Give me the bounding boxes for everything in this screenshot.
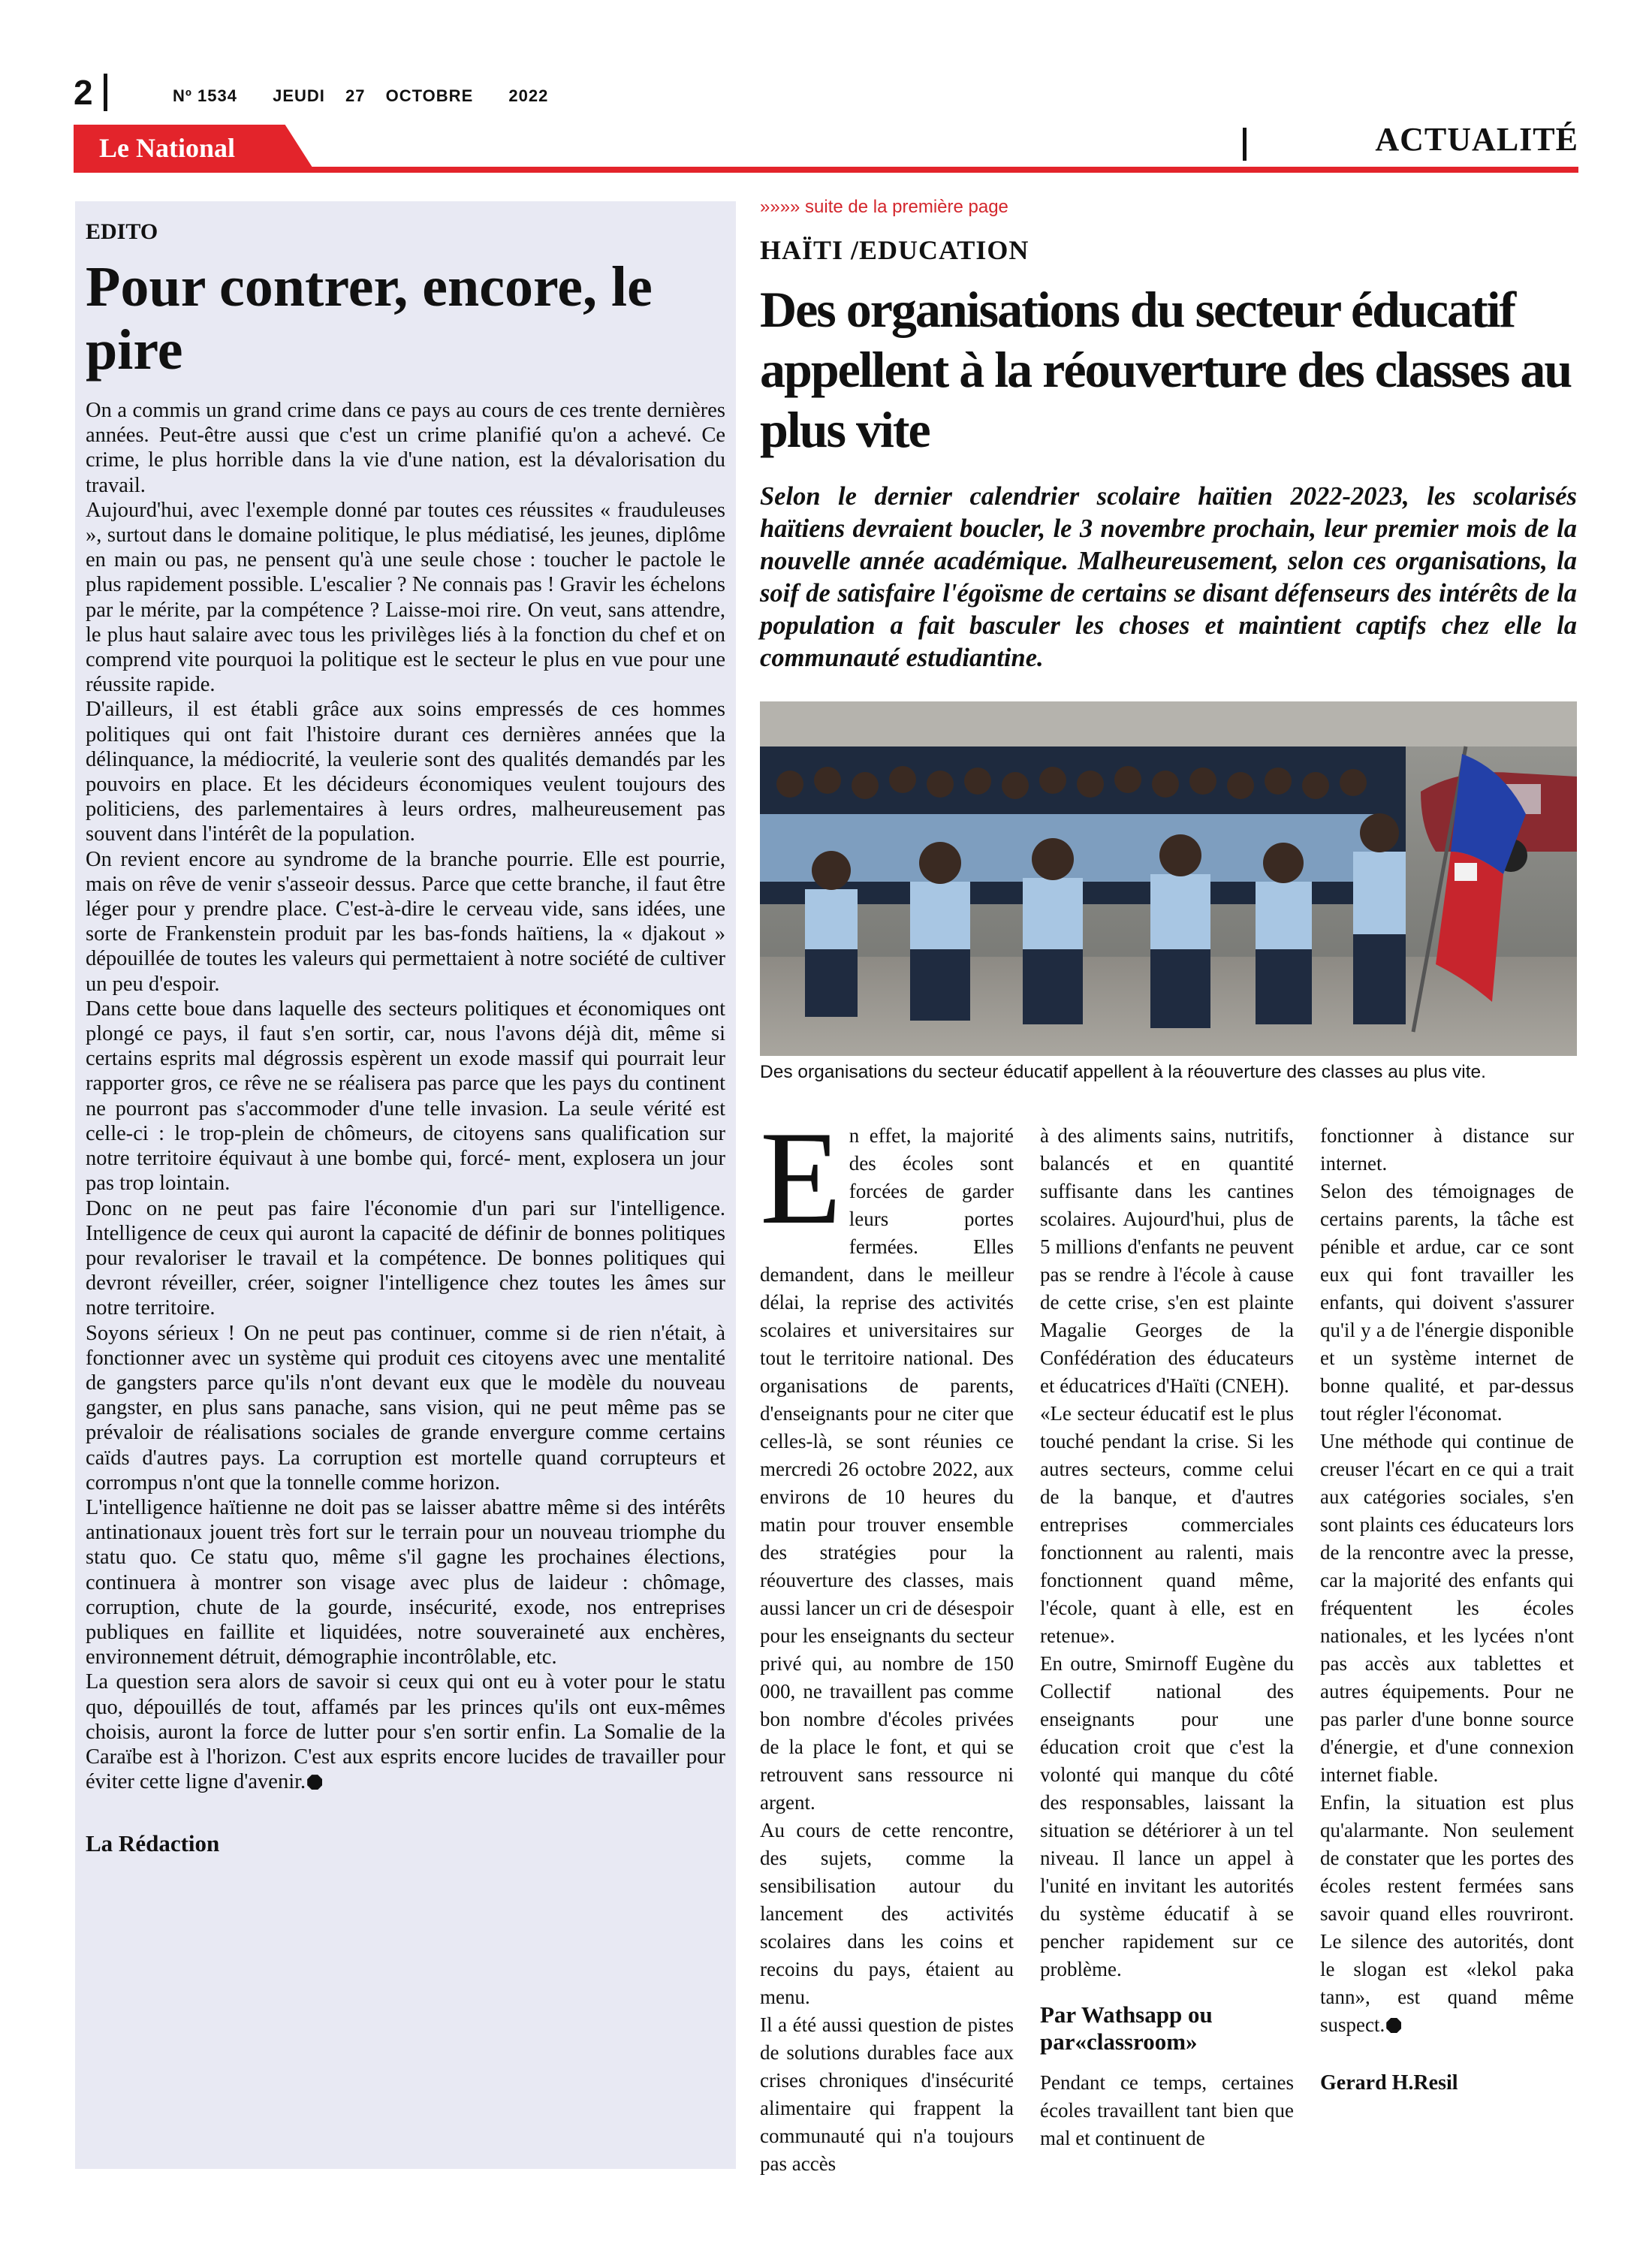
edito-paragraph: On revient encore au syndrome de la branche pourrie. Elle est pourrie, mais on rêve de venir s'asseoir dessus. Parce que cette branche, il faut être léger pour y prendre place. C'est-à-dire le cerveau vide, sans idées, une sorte de Frankenstein produit par les bas-fonds haïtiens, la « djakout » dépouillée de toutes les valeurs qui permettaient à notre société de cultiver un peu d'espoir. [86,847,725,996]
page-number-divider [104,74,107,111]
issue-date-line [173,86,578,106]
article-photo [760,701,1577,1056]
edito-paragraph: Donc on ne peut pas faire l'économie d'un pari sur l'intelligence. Intelligence de ceux qui auront la capacité de définir de bonnes politiques pour revaloriser le travail et la compétence. De bonnes politiques qui devront réveiller, créer, soigner l'intelligence chez toutes les âmes sur notre territoire. [86,1196,725,1320]
issue-number: Nº 1534 [173,86,237,105]
edito-paragraph: L'intelligence haïtienne ne doit pas se laisser abattre même si des intérêts antinationaux jouent très fort sur le terrain pour un nouveau triomphe du statu quo. Ce statu quo, même s'il gagne les prochaines élections, continuera à montrer son visage avec plus de laideur : chômage, corruption, chute de la gourde, insécurité, exode, nos entreprises publiques en faillite et liquidées, notre souveraineté aux enchères, environnement détruit, démographie incontrôlable, etc. [86,1495,725,1669]
article-author: Gerard H.Resil [1320,2071,1458,2095]
article-kicker: HAÏTI /EDUCATION [760,235,1029,265]
article-paragraph: Selon des témoignages de certains parents, la tâche est pénible et ardue, car ce sont eux qui font travailler les enfants, qui doivent s'assurer qu'il y a de l'énergie disponible et un système internet de bonne qualité, et par-dessus tout régler l'économat. [1320,1180,1574,1425]
article-paragraph: fonctionner à distance sur internet. [1320,1124,1574,1175]
edito-column [75,201,736,2169]
students-assembly-illustration [760,701,1577,1056]
edito-title: Pour contrer, encore, le pire [86,255,653,382]
edito-paragraph: Aujourd'hui, avec l'exemple donné par toutes ces réussites « frauduleuses », surtout dans le domaine politique, le plus médiatisé, les jeunes, diplôme en main ou pas, ne pensent qu'à une seule chose : toucher le pactole le plus rapidement possible. L'escalier ? Ne connais pas ! Gravir les échelons par le mérite, par la compétence ? Laisse-moi rire. On veut, sans attendre, le plus haut salaire avec tous les privilèges liés à la fonction du chef et on comprend vite pourquoi la politique est le secteur le plus en vue pour une réussite rapide. [86,498,725,697]
edito-paragraph-text: La question sera alors de savoir si ceux qui ont eu à voter pour le statu quo, dépouillés de tout, affamés par les princes qu'ils ont eux-mêmes choisis, auront la force de lutter pour s'en sortir enfin. La Somalie de la Caraïbe est à l'horizon. C'est aux esprits encore lucides de travailler pour éviter cette ligne d'avenir. [86,1670,725,1794]
article-paragraph: «Le secteur éducatif est le plus touché pendant la crise. Si les autres secteurs, comme celui de la banque, et d'autres entreprises commerciales fonctionnent au ralenti, mais fonctionnent quand même, l'école, quant à elle, est en retenue». [1040,1402,1294,1647]
article-paragraph-text: n effet, la majorité des écoles sont forcées de garder leurs portes fermées. Elles demandent, dans le meilleur délai, la reprise des activités scolaires et universitaires sur tout le territoire national. Des organisations de parents, d'enseignants pour ne citer que celles-là, se sont réunies ce mercredi 26 octobre 2022, aux environs de 10 heures du matin pour trouver ensemble des stratégies pour la réouverture des classes, mais aussi lancer un cri de désespoir pour les enseignants du secteur privé qui, au nombre de 150 000, ne travaillent pas comme bon nombre d'écoles privées de la place le font, et qui se retrouvent sans ressource ni argent. [760,1124,1014,1814]
edito-signature: La Rédaction [86,1830,220,1857]
article-paragraph-first [760,1103,1014,1817]
article-paragraph: à des aliments sains, nutritifs, balancés et en quantité suffisante dans les cantines scolaires. Aujourd'hui, plus de 5 millions d'enfants ne peuvent pas se rendre à l'école à cause de cette crise, s'en est plainte Magalie Georges de la Confédération des éducateurs et éducatrices d'Haïti (CNEH). [1040,1124,1294,1397]
month: OCTOBRE [385,86,474,105]
article-lede: Selon le dernier calendrier scolaire haïtien 2022-2023, les scolarisés haïtiens devraient boucler, le 3 novembre prochain, leur premier mois de la nouvelle année académique. Malheureusement, selon ces organisations, la soif de satisfaire l'égoïsme de certains se disant défenseurs des intérêts de la population a fait basculer les choses et maintient captifs chez elle la communauté estudiantine. [760,482,1577,672]
article-column-3 [1320,1122,1574,2097]
drop-cap: E [760,1103,842,1252]
end-mark-icon [1386,2018,1401,2033]
article-paragraph: Pendant ce temps, certaines écoles travaillent tant bien que mal et continuent de [1040,2071,1294,2149]
edito-body [86,398,725,1794]
article-paragraph: Au cours de cette rencontre, des sujets, comme la sensibilisation autour du lancement des activités scolaires dans les coins et recoins du pays, étaient au menu. [760,1819,1014,2008]
brand-logo: Le National [99,133,236,163]
article-column-2 [1040,1122,1294,2152]
edito-paragraph-last [86,1669,725,1794]
article-column-1 [760,1103,1014,2178]
page-number: 2 [74,73,93,112]
article-paragraph: Il a été aussi question de pistes de solutions durables face aux crises chroniques d'insécurité alimentaire qui frappent la communauté qui n'a toujours pas accès [760,2013,1014,2175]
edito-paragraph: D'ailleurs, il est établi grâce aux soins empressés de ces hommes politiques qui ont fait l'histoire durant ces dernières années que la délinquance, la médiocrité, la veulerie sont des qualités demandés par les pouvoirs en place. Et les décideurs économiques veulent toujours des politiciens, des parlementaires à leurs ordres, malheureusement pas souvent dans l'intérêt de la population. [86,698,725,846]
edito-paragraph: On a commis un grand crime dans ce pays au cours de ces trente dernières années. Peut-être aussi que c'est un crime planifié qu'on a achevé. Ce crime, le plus horrible dans la vie d'une nation, est la dévalorisation du travail. [86,399,725,497]
edito-paragraph: Dans cette boue dans laquelle des secteurs politiques et économiques ont plongé ce pays, il faut s'en sortir, car, nous l'avons déjà dit, même si certains esprits mal dégrossis espèrent un exode massif qui pourrait leur rapporter gros, ce rêve ne se réalisera pas parce que les pays du continent ne pourront pas s'accommoder d'une telle invasion. La seule vérité est celle-ci : le trop-plein de chômeurs, de citoyens sans qualification sur notre territoire équivaut à une bombe qui, forcé- ment, explosera un jour pas trop lointain. [86,997,725,1196]
photo-caption: Des organisations du secteur éducatif appellent à la réouverture des classes au plus vite. [760,1062,1486,1082]
section-label: ACTUALITÉ [1375,121,1578,158]
article-headline: Des organisations du secteur éducatif appellent à la réouverture des classes au plus vite [760,281,1572,458]
edito-label: EDITO [86,219,158,244]
weekday: JEUDI [273,86,325,105]
end-mark-icon [307,1775,322,1790]
article-paragraph-last [1320,1789,1574,2039]
day: 27 [345,86,366,105]
article-paragraph: Une méthode qui continue de creuser l'écart en ce qui a trait aux catégories sociales, s'en sont plaints ces éducateurs lors de la rencontre avec la presse, car la majorité des enfants qui fréquentent les écoles nationales, et les lycées n'ont pas accès aux tablettes et autres équipements. Pour ne pas parler d'une bonne source d'énergie, et d'une connexion internet fiable. [1320,1430,1574,1786]
article-paragraph-text: Enfin, la situation est plus qu'alarmante. Non seulement de constater que les portes des écoles restent fermées sans savoir quand elles rouvriront. Le silence des autorités, dont le slogan est «lekol paka tann», est quand même suspect. [1320,1791,1574,2036]
continued-from-front: »»»» suite de la première page [760,197,1008,217]
header-rule [74,167,1578,173]
year: 2022 [508,86,549,105]
edito-paragraph: Soyons sérieux ! On ne peut pas continuer, comme si de rien n'était, à fonctionner avec un système qui produit ces citoyens avec une mentalité de gangsters parce qu'ils n'ont devant eux que le modèle du nouveau gangster, en plus sans panache, sans vision, qui ne peut même pas se prévaloir de réalisations sociales de grande envergure comme certains caïds d'autres pays. La corruption est mortelle quand corrupteurs et corrompus n'ont que la tonnelle comme horizon. [86,1321,725,1494]
article-subhead: Par Wathsapp ou par«classroom» [1040,2001,1213,2055]
section-divider [1243,128,1247,161]
article-paragraph: En outre, Smirnoff Eugène du Collectif national des enseignants pour une éducation croit que c'est la volonté qui manque du côté des responsables, laissant la situation se détériorer à un tel niveau. Il lance un appel à l'unité en invitant les autorités du système éducatif à se pencher rapidement sur ce problème. [1040,1652,1294,1980]
